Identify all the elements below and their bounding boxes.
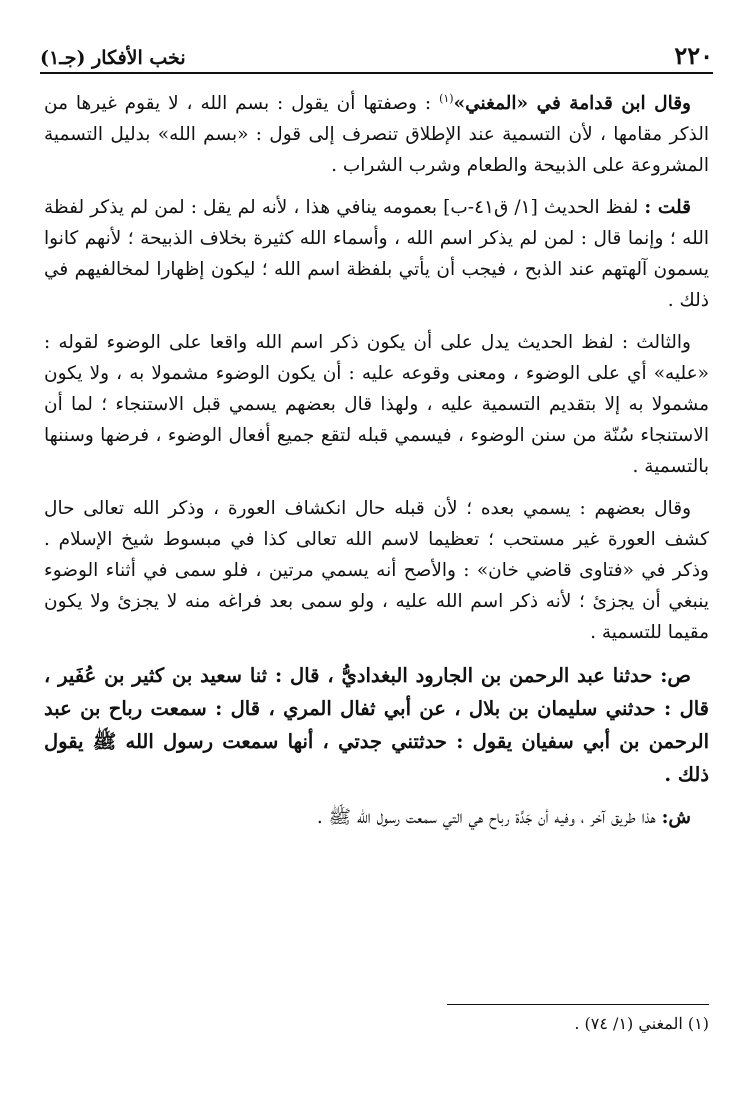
paragraph-third <box>44 327 709 482</box>
paragraph-commentary-shin <box>44 802 709 833</box>
paragraph-text: وقال بعضهم : يسمي بعده ؛ لأن قبله حال انكشاف العورة ، وذكر الله تعالى حال كشف العورة غير مستحب ؛ تعظيما لاسم الله تعالى كذا في مبسوط شيخ الإسلام . وذكر في «فتاوى قاضي خان» : والأصح أنه يسمي مرتين ، فلو سمى في أثناء الوضوء ينبغي أن يجزئ ؛ لأنه ذكر اسم الله عليه ، ولو سمى بعد فراغه منه لا يجزئ ولا يكون مقيما للتسمية . <box>44 498 709 643</box>
footnote-divider <box>447 1004 709 1005</box>
paragraph-some-said <box>44 493 709 648</box>
paragraph-hadith-sad <box>44 659 709 791</box>
paragraph-text: حدثنا عبد الرحمن بن الجارود البغداديُّ ، قال : ثنا سعيد بن كثير بن عُفَير ، قال : حدثني سليمان بن بلال ، عن أبي ثفال المري ، قال : سمعت رباح بن عبد الرحمن بن أبي سفيان يقول : حدثتني جدتي ، أنها سمعت رسول الله ﷺ يقول ذلك . <box>44 664 709 786</box>
paragraph-text: هذا طريق آخر ، وفيه أن جَدَّة رباح هي التي سمعت رسول الله ﷺ . <box>316 807 656 828</box>
paragraph-lead: ش: <box>661 807 691 828</box>
page-body <box>44 88 709 844</box>
paragraph-lead: قلت : <box>644 197 692 218</box>
footnote-reference: (١) <box>439 91 454 105</box>
paragraph-text: والثالث : لفظ الحديث يدل على أن يكون ذكر اسم الله واقعا على الوضوء لقوله : «عليه» أي على الوضوء ، ومعنى وقوعه عليه : أن يكون الوضوء مشمولا به ، ولا يكون مشمولا به إلا بتقديم التسمية عليه ، ولهذا قال بعضهم يسمي قبل الاستنجاء ؛ لما أن الاستنجاء سُنّة من سنن الوضوء ، فيسمي قبله لتقع جميع أفعال الوضوء ، فرضها وسننها بالتسمية . <box>44 332 709 477</box>
book-title: نخب الأفكار (جـ١) <box>40 47 186 69</box>
paragraph-ibn-qudama <box>44 88 709 181</box>
footnote: (١) المغني (١/ ٧٤) . <box>574 1014 709 1033</box>
paragraph-lead: وقال ابن قدامة في «المغني» <box>453 93 691 114</box>
paragraph-lead: ص: <box>660 664 691 687</box>
page-number: ٢٢٠ <box>674 41 713 70</box>
paragraph-qultu <box>44 192 709 316</box>
paragraph-text: : وصفتها أن يقول : بسم الله ، لا يقوم غيرها من الذكر مقامها ، لأن التسمية عند الإطلاق تنصرف إلى قول : «بسم الله» بدليل التسمية المشروعة على الذبيحة والطعام وشرب الشراب . <box>44 93 709 176</box>
page-header <box>40 40 713 74</box>
paragraph-text: لفظ الحديث [١/ ق٤١-ب] بعمومه ينافي هذا ، لأنه لم يقل : لمن لم يذكر لفظة الله ؛ وإنما قال : لمن لم يذكر اسم الله ، وأسماء الله كثيرة بخلاف الذبيحة ؛ لأنهم كانوا يسمون آلهتهم عند الذبح ، فيجب أن يأتي بلفظة اسم الله ؛ ليكون إظهارا لمخالفيهم في ذلك . <box>44 197 709 311</box>
